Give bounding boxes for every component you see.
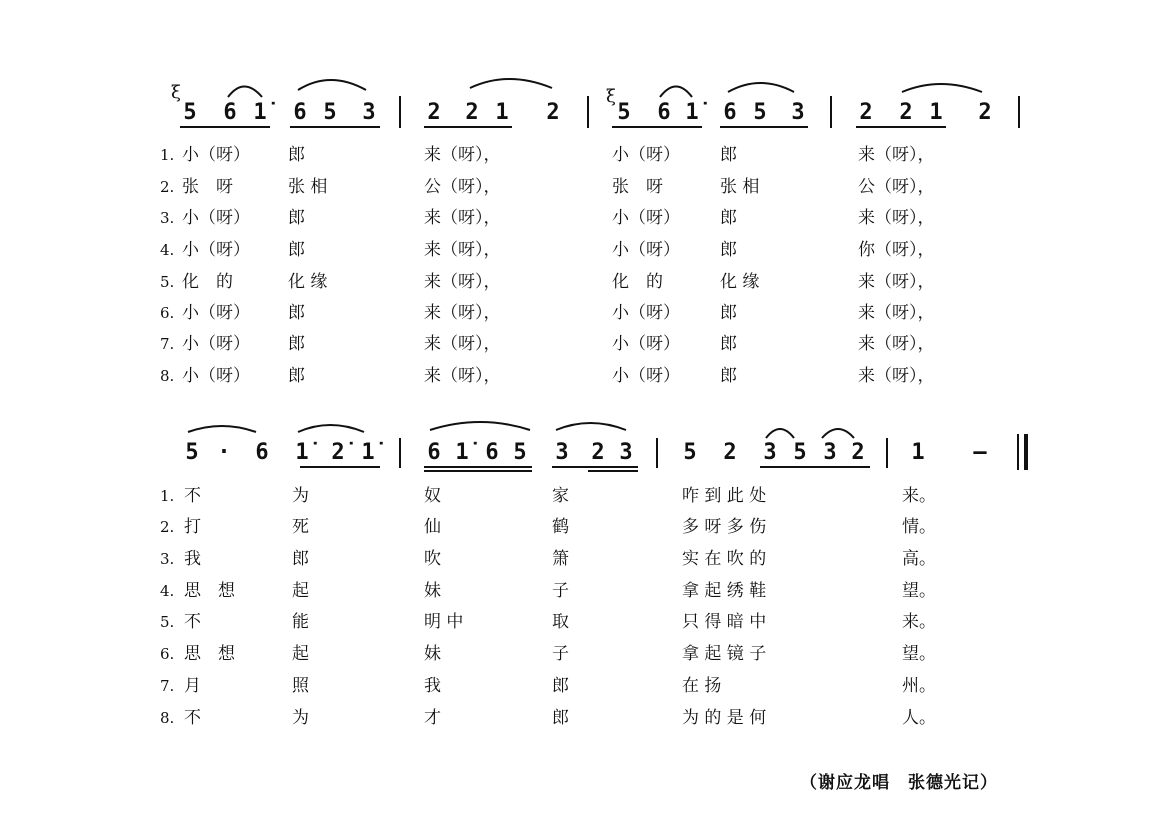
lyric-text: 为	[292, 486, 309, 506]
note: 3	[555, 440, 569, 465]
lyric-text: 小（呀）	[182, 145, 250, 165]
lyric-text: 小（呀）	[612, 303, 680, 323]
verse-number: 8.	[160, 709, 175, 727]
lyric-text: 子	[552, 581, 569, 601]
lyric-text: 化 缘	[720, 272, 760, 292]
lyric-text: 小（呀）	[182, 303, 250, 323]
lyric-text: 张 相	[288, 177, 328, 197]
lyric-text: 郎	[288, 366, 305, 386]
verse-number: 7.	[160, 677, 175, 695]
lyric-text: 吹	[424, 549, 441, 569]
lyric-text: 箫	[552, 549, 569, 569]
note: 5	[183, 100, 197, 125]
note: 5	[513, 440, 527, 465]
lyric-text: 来（呀），	[858, 303, 935, 323]
lyric-text: 能	[292, 612, 309, 632]
note: 2	[465, 100, 479, 125]
lyric-text: 多 呀 多 伤	[682, 517, 767, 537]
lyric-text: 望。	[902, 581, 936, 601]
lyric-text: 公（呀），	[858, 177, 935, 197]
lyric-text: 思 想	[184, 644, 235, 664]
lyric-text: 在 扬	[682, 676, 722, 696]
lyric-text: 情。	[902, 517, 936, 537]
lyric-text: 张 呀	[182, 177, 233, 197]
note: 1̇	[455, 440, 469, 465]
lyric-text: 思 想	[184, 581, 235, 601]
lyric-text: 化 的	[612, 272, 663, 292]
lyric-text: 小（呀）	[182, 334, 250, 354]
lyric-text: 仙	[424, 517, 441, 537]
lyric-text: 咋 到 此 处	[682, 486, 767, 506]
note: 2	[723, 440, 737, 465]
note: 1	[911, 440, 925, 465]
lyric-text: 只 得 暗 中	[682, 612, 767, 632]
lyric-text: 来。	[902, 612, 936, 632]
verse-number: 1.	[160, 146, 175, 164]
note: 3	[619, 440, 633, 465]
note: 2	[859, 100, 873, 125]
lyric-text: 小（呀）	[612, 145, 680, 165]
note: 5	[793, 440, 807, 465]
lyric-text: 不	[184, 486, 201, 506]
lyric-text: 郎	[288, 334, 305, 354]
note: 5	[753, 100, 767, 125]
note: 3	[362, 100, 376, 125]
lyric-text: 不	[184, 612, 201, 632]
verse-number: 5.	[160, 273, 175, 291]
note: 5	[683, 440, 697, 465]
lyric-text: 照	[292, 676, 309, 696]
verse-number: 2.	[160, 178, 175, 196]
breath-mark-2: ξ	[606, 86, 616, 107]
lyric-text: 子	[552, 644, 569, 664]
note: 6	[723, 100, 737, 125]
breath-mark-1: ξ	[171, 82, 181, 103]
verse-number: 7.	[160, 335, 175, 353]
verse-number: 3.	[160, 209, 175, 227]
lyric-text: 郎	[288, 208, 305, 228]
lyric-text: 张 呀	[612, 177, 663, 197]
lyric-text: 人。	[902, 708, 936, 728]
lyric-text: 高。	[902, 549, 936, 569]
lyric-text: 来（呀），	[424, 208, 501, 228]
lyric-text: 来（呀），	[424, 145, 501, 165]
lyric-text: 郎	[288, 303, 305, 323]
note: 1̇	[295, 440, 309, 465]
lyric-text: 来（呀），	[424, 366, 501, 386]
lyric-text: 来（呀），	[424, 272, 501, 292]
lyric-text: 不	[184, 708, 201, 728]
note: 1̇	[253, 100, 267, 125]
note: 1	[929, 100, 943, 125]
lyric-text: 郎	[720, 208, 737, 228]
lyric-text: 郎	[720, 145, 737, 165]
lyric-text: 拿 起 绣 鞋	[682, 581, 767, 601]
lyric-text: 来（呀），	[858, 272, 935, 292]
note: 5	[185, 440, 199, 465]
lyric-text: 取	[552, 612, 569, 632]
note: –	[973, 440, 987, 465]
lyric-text: 奴	[424, 486, 441, 506]
lyric-text: 来（呀），	[858, 366, 935, 386]
lyric-text: 拿 起 镜 子	[682, 644, 767, 664]
verse-number: 5.	[160, 613, 175, 631]
note: 3	[791, 100, 805, 125]
lyric-text: 郎	[288, 240, 305, 260]
note: 3	[823, 440, 837, 465]
lyric-text: 化 的	[182, 272, 233, 292]
verse-number: 2.	[160, 518, 175, 536]
lyric-text: 郎	[720, 334, 737, 354]
lyric-text: 明 中	[424, 612, 464, 632]
lyric-text: 起	[292, 581, 309, 601]
verse-number: 3.	[160, 550, 175, 568]
verse-number: 6.	[160, 304, 175, 322]
lyric-text: 小（呀）	[612, 366, 680, 386]
lyric-text: 来（呀），	[424, 334, 501, 354]
lyric-text: 郎	[552, 708, 569, 728]
lyric-text: 起	[292, 644, 309, 664]
lyric-text: 来。	[902, 486, 936, 506]
note: 2̇	[331, 440, 345, 465]
lyric-text: 来（呀），	[424, 240, 501, 260]
lyric-text: 月	[184, 676, 201, 696]
lyric-text: 小（呀）	[182, 240, 250, 260]
lyric-text: 公（呀），	[424, 177, 501, 197]
lyric-text: 妹	[424, 581, 441, 601]
lyric-text: 张 相	[720, 177, 760, 197]
lyric-text: 实 在 吹 的	[682, 549, 767, 569]
performer-credit: （谢应龙唱 张德光记）	[800, 773, 998, 793]
lyric-text: 为	[292, 708, 309, 728]
lyric-text: 小（呀）	[182, 208, 250, 228]
lyric-text: 来（呀），	[858, 208, 935, 228]
lyric-text: 小（呀）	[612, 334, 680, 354]
note: 2	[427, 100, 441, 125]
lyric-text: 小（呀）	[612, 208, 680, 228]
note: 2	[546, 100, 560, 125]
lyric-text: 家	[552, 486, 569, 506]
note: 1̇	[361, 440, 375, 465]
note: 6	[427, 440, 441, 465]
note: 6	[485, 440, 499, 465]
lyric-text: 郎	[292, 549, 309, 569]
verse-number: 8.	[160, 367, 175, 385]
lyric-text: 妹	[424, 644, 441, 664]
lyric-text: 化 缘	[288, 272, 328, 292]
verse-number: 1.	[160, 487, 175, 505]
note: 1̇	[685, 100, 699, 125]
note: 6	[293, 100, 307, 125]
lyric-text: 为 的 是 何	[682, 708, 767, 728]
note: 2	[899, 100, 913, 125]
note: 1	[495, 100, 509, 125]
note: 6	[657, 100, 671, 125]
lyric-text: 小（呀）	[182, 366, 250, 386]
note: 2	[978, 100, 992, 125]
lyric-text: 才	[424, 708, 441, 728]
lyric-text: 我	[184, 549, 201, 569]
lyric-text: 你（呀），	[858, 240, 935, 260]
note: 2	[591, 440, 605, 465]
verse-number: 4.	[160, 582, 175, 600]
lyric-text: 郎	[288, 145, 305, 165]
lyric-text: 死	[292, 517, 309, 537]
verse-number: 4.	[160, 241, 175, 259]
note: 5	[323, 100, 337, 125]
note: 2	[851, 440, 865, 465]
lyric-text: 郎	[552, 676, 569, 696]
note: 3	[763, 440, 777, 465]
lyric-text: 州。	[902, 676, 936, 696]
lyric-text: 来（呀），	[858, 334, 935, 354]
lyric-text: 鹤	[552, 517, 569, 537]
lyric-text: 郎	[720, 240, 737, 260]
lyric-text: 来（呀），	[424, 303, 501, 323]
note: 6	[255, 440, 269, 465]
lyric-text: 来（呀），	[858, 145, 935, 165]
note: 6	[223, 100, 237, 125]
lyric-text: 小（呀）	[612, 240, 680, 260]
lyric-text: 我	[424, 676, 441, 696]
lyric-text: 望。	[902, 644, 936, 664]
verse-number: 6.	[160, 645, 175, 663]
lyric-text: 郎	[720, 303, 737, 323]
note: ·	[217, 440, 231, 465]
lyric-text: 郎	[720, 366, 737, 386]
note: 5	[617, 100, 631, 125]
lyric-text: 打	[184, 517, 201, 537]
